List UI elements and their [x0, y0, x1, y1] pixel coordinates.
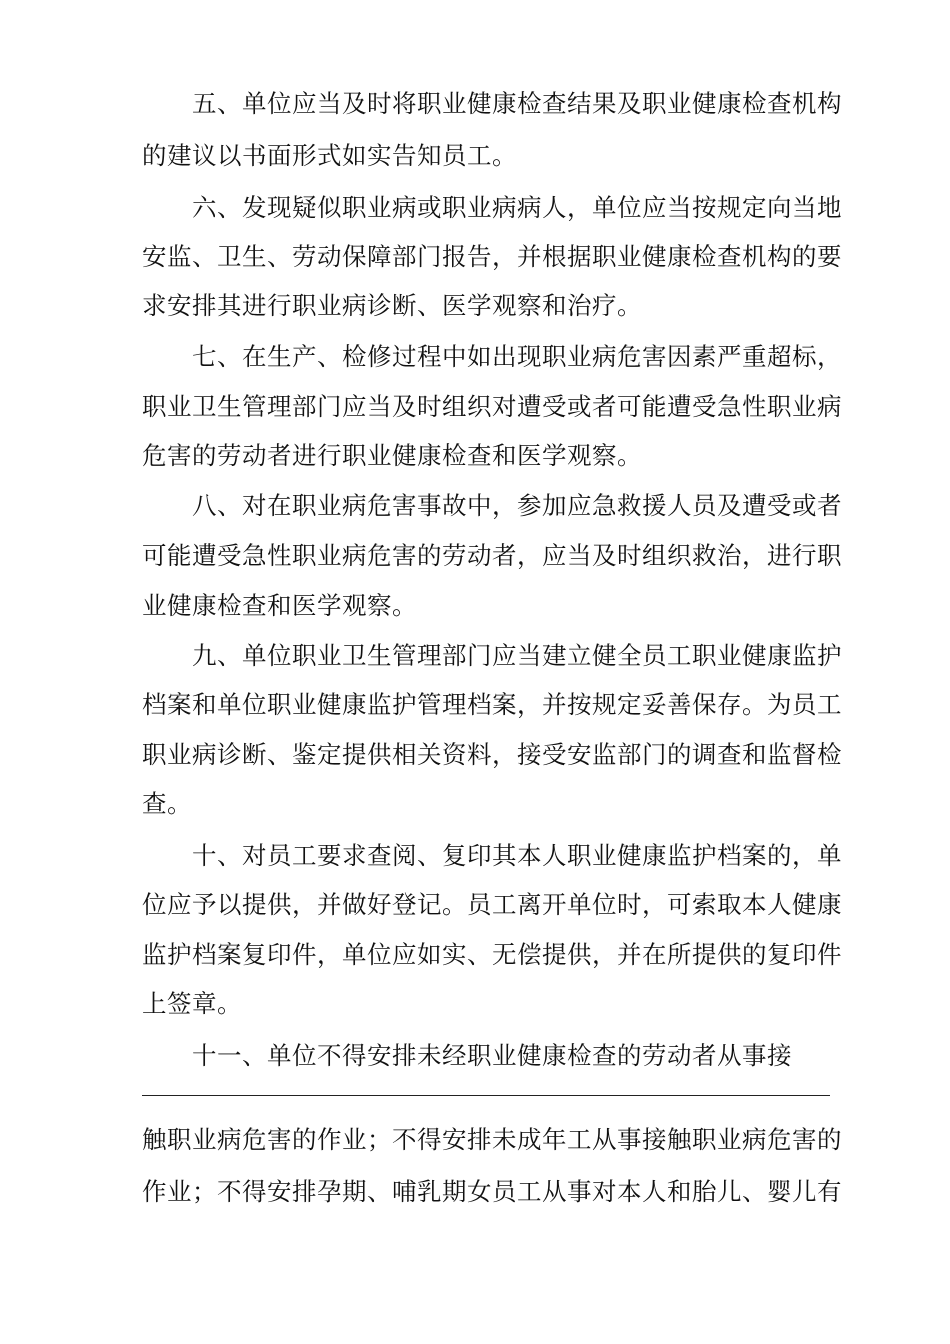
paragraph-10-line-2: 位应予以提供，并做好登记。员工离开单位时，可索取本人健康	[142, 890, 842, 919]
paragraph-7-line-2: 职业卫生管理部门应当及时组织对遭受或者可能遭受急性职业病	[142, 392, 842, 421]
paragraph-10-line-3: 监护档案复印件，单位应如实、无偿提供，并在所提供的复印件	[142, 940, 842, 969]
paragraph-5-line-2: 的建议以书面形式如实告知员工。	[142, 141, 517, 170]
paragraph-9-line-2: 档案和单位职业健康监护管理档案，并按规定妥善保存。为员工	[142, 690, 842, 719]
continuation-line-2: 作业；不得安排孕期、哺乳期女员工从事对本人和胎儿、婴儿有	[142, 1177, 842, 1206]
paragraph-7-line-3: 危害的劳动者进行职业健康检查和医学观察。	[142, 441, 642, 470]
paragraph-10-line-4: 上签章。	[142, 989, 242, 1018]
paragraph-6-line-3: 求安排其进行职业病诊断、医学观察和治疗。	[142, 291, 642, 320]
horizontal-rule	[142, 1095, 830, 1096]
paragraph-11-line-1: 十一、单位不得安排未经职业健康检查的劳动者从事接	[192, 1041, 792, 1070]
continuation-line-1: 触职业病危害的作业；不得安排未成年工从事接触职业病危害的	[142, 1125, 842, 1154]
paragraph-7-line-1: 七、在生产、检修过程中如出现职业病危害因素严重超标，	[192, 342, 842, 371]
paragraph-8-line-1: 八、对在职业病危害事故中，参加应急救援人员及遭受或者	[192, 491, 842, 520]
paragraph-8-line-2: 可能遭受急性职业病危害的劳动者，应当及时组织救治，进行职	[142, 541, 842, 570]
paragraph-9-line-1: 九、单位职业卫生管理部门应当建立健全员工职业健康监护	[192, 641, 842, 670]
paragraph-5-line-1: 五、单位应当及时将职业健康检查结果及职业健康检查机构	[192, 89, 842, 118]
paragraph-9-line-3: 职业病诊断、鉴定提供相关资料，接受安监部门的调查和监督检	[142, 740, 842, 769]
paragraph-6-line-1: 六、发现疑似职业病或职业病病人，单位应当按规定向当地	[192, 193, 842, 222]
paragraph-9-line-4: 查。	[142, 789, 192, 818]
paragraph-8-line-3: 业健康检查和医学观察。	[142, 591, 417, 620]
paragraph-10-line-1: 十、对员工要求查阅、复印其本人职业健康监护档案的，单	[192, 841, 842, 870]
paragraph-6-line-2: 安监、卫生、劳动保障部门报告，并根据职业健康检查机构的要	[142, 242, 842, 271]
